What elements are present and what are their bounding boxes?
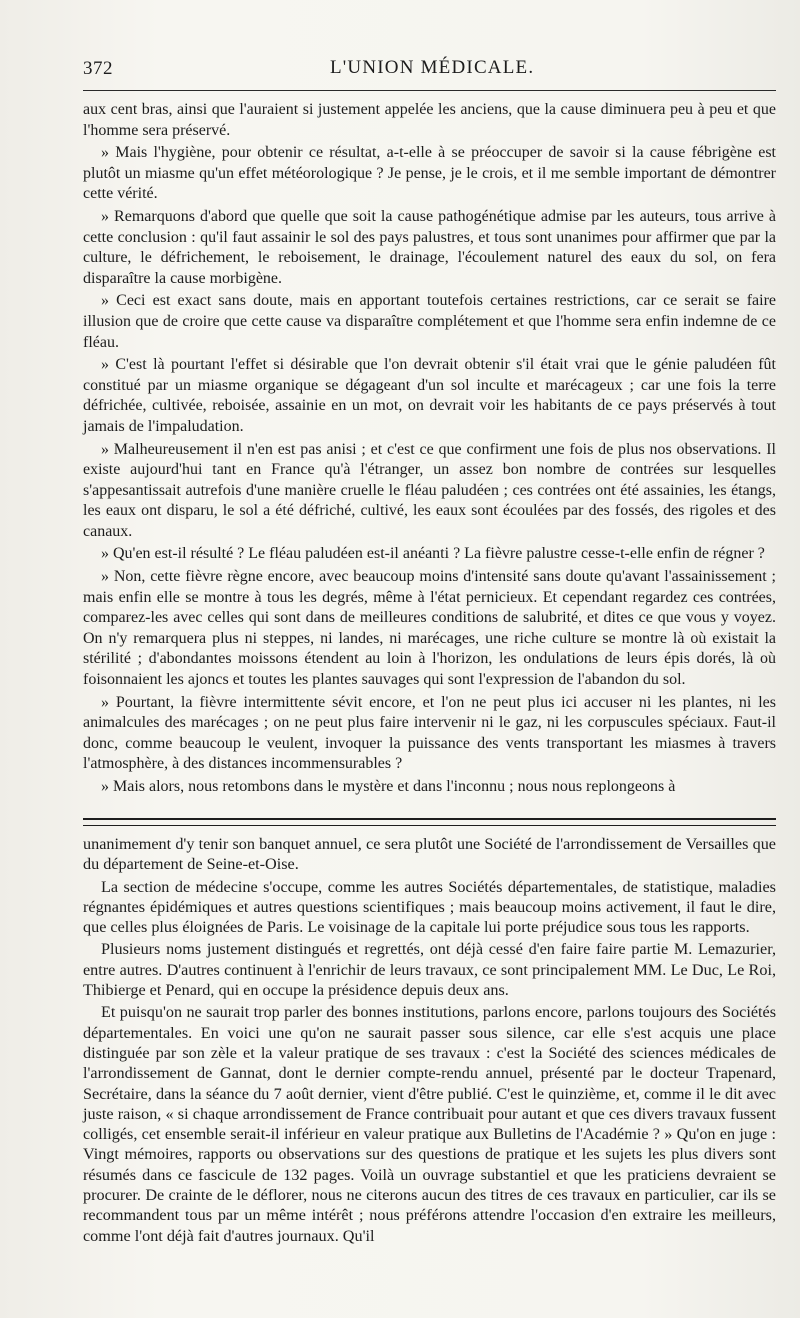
upper-text-column — [83, 100, 776, 800]
lower-text-column — [83, 834, 776, 1248]
paragraph: » Ceci est exact sans doute, mais en apportant toutefois certaines restrictions, car ce serait se faire illusion que de croire que cette cause va disparaître complétement et que l'homme sera enfin indemne de ce fléau. — [83, 292, 776, 351]
section-divider-thick — [83, 818, 776, 820]
section-divider-thin — [83, 825, 776, 826]
paragraph: aux cent bras, ainsi que l'auraient si justement appelée les anciens, que la cause diminuera peu à peu et que l'homme sera préservé. — [83, 101, 776, 139]
paragraph: » Mais l'hygiène, pour obtenir ce résultat, a-t-elle à se préoccuper de savoir si la cause fébrigène est plutôt un miasme qu'un effet météorologique ? Je pense, je le crois, et il me semble important de démontrer cette vérité. — [83, 144, 776, 203]
paragraph: » C'est là pourtant l'effet si désirable que l'on devrait obtenir s'il était vrai que le génie paludéen fût constitué par un miasme organique se dégageant d'un sol inculte et marécageux ; car une fois la terre défrichée, cultivée, reboisée, assainie en un mot, on devrait voir les habitants de ce pays préservés à tout jamais de l'impaludation. — [83, 356, 776, 435]
paragraph: » Mais alors, nous retombons dans le mystère et dans l'inconnu ; nous nous replongeons à — [101, 778, 676, 795]
paragraph: » Malheureusement il n'en est pas anisi ; et c'est ce que confirment une fois de plus nos observations. Il existe aujourd'hui tant en France qu'à l'étranger, un assez bon nombre de contrées sur lesquelles s'appesantissait autrefois d'une manière cruelle le fléau paludéen ; ces contrées ont été assainies, les étangs, les eaux ont disparu, le sol a été défriché, cultivé, les eaux sont écoulées par des fossés, des rigoles et des canaux. — [83, 440, 776, 540]
paragraph: » Non, cette fièvre règne encore, avec beaucoup moins d'intensité sans doute qu'avant l'assainissement ; mais enfin elle se montre à tous les degrés, même à l'état pernicieux. Et cependant regardez ces contrées, comparez-les avec celles qui sont dans de meilleures conditions de salubrité, et dites ce que vous y voyez. On n'y remarquera plus ni steppes, ni landes, ni marécages, une riche culture se montre là où existait la stérilité ; d'abondantes moissons étendent au loin à l'horizon, les ondulations de leurs épis dorés, là où foisonnaient les ajoncs et toutes les plantes sauvages qui sont l'expression de l'abandon du sol. — [83, 568, 776, 689]
paragraph: La section de médecine s'occupe, comme les autres Sociétés départementales, de statistique, maladies régnantes épidémiques et autres questions scientifiques ; mais beaucoup moins activement, il faut le dire, que celles plus éloignées de Paris. Le voisinage de la capitale lui porte préjudice sous tous les rapports. — [83, 877, 776, 937]
running-title: L'UNION MÉDICALE. — [330, 57, 535, 78]
paragraph: » Pourtant, la fièvre intermittente sévit encore, et l'on ne peut plus ici accuser ni les plantes, ni les animalcules des marécages ; on ne peut plus faire intervenir ni le gaz, ni les corpuscules spéciaux. Faut-il donc, comme beaucoup le veulent, invoquer la puissance des vents transportant les miasmes à travers l'atmosphère, à des distances incommensurables ? — [83, 693, 776, 773]
paragraph: » Qu'en est-il résulté ? Le fléau paludéen est-il anéanti ? La fièvre palustre cesse-t-elle enfin de régner ? — [101, 545, 765, 563]
paragraph: Plusieurs noms justement distingués et regrettés, ont déjà cessé d'en faire faire partie M. Lemazurier, entre autres. D'autres continuent à l'enrichir de leurs travaux, ce sont principalement MM. Le Duc, Le Roi, Thibierge et Penard, qui en occupe la présidence depuis deux ans. — [83, 940, 776, 1000]
paragraph: Et puisqu'on ne saurait trop parler des bonnes institutions, parlons encore, parlons toujours des Sociétés départementales. En voici une qu'on ne saurait passer sous silence, car elle s'est acquis une place distinguée par son zèle et la valeur pratique de ses travaux : c'est la Société des sciences médicales de l'arrondissement de Gannat, dont le dernier compte-rendu annuel, présenté par le docteur Trapenard, Secrétaire, dans la séance du 7 août dernier, vient d'être publié. C'est le quinzième, et, comme il le dit avec juste raison, « si chaque arrondissement de France contribuait pour autant et que ces divers travaux fussent colligés, cet ensemble serait-il inférieur en valeur pratique aux Bulletins de l'Académie ? » Qu'on en juge : Vingt mémoires, rapports ou observations sur des questions de pratique et les sujets les plus divers sont résumés dans ce fascicule de 132 pages. Voilà un ouvrage substantiel et que les praticiens devraient se procurer. De crainte de le déflorer, nous ne citerons aucun des titres de ces travaux en particulier, car ils se recommandent tous par un même intérêt ; nous préférons attendre l'occasion d'en extraire les meilleurs, comme l'ont déjà fait d'autres journaux. Qu'il — [83, 1003, 776, 1245]
paragraph: unanimement d'y tenir son banquet annuel, ce sera plutôt une Société de l'arrondissement de Versailles que du département de Seine-et-Oise. — [83, 835, 776, 874]
paragraph: » Remarquons d'abord que quelle que soit la cause pathogénétique admise par les auteurs, tous arrive à cette conclusion : qu'il faut assainir le sol des pays palustres, et tous sont unanimes pour affirmer que par la culture, le défrichement, le reboisement, le drainage, l'écoulement naturel des eaux du sol, on fera disparaître la cause morbigène. — [83, 207, 776, 287]
page-number: 372 — [83, 58, 113, 79]
header-rule — [83, 90, 776, 91]
